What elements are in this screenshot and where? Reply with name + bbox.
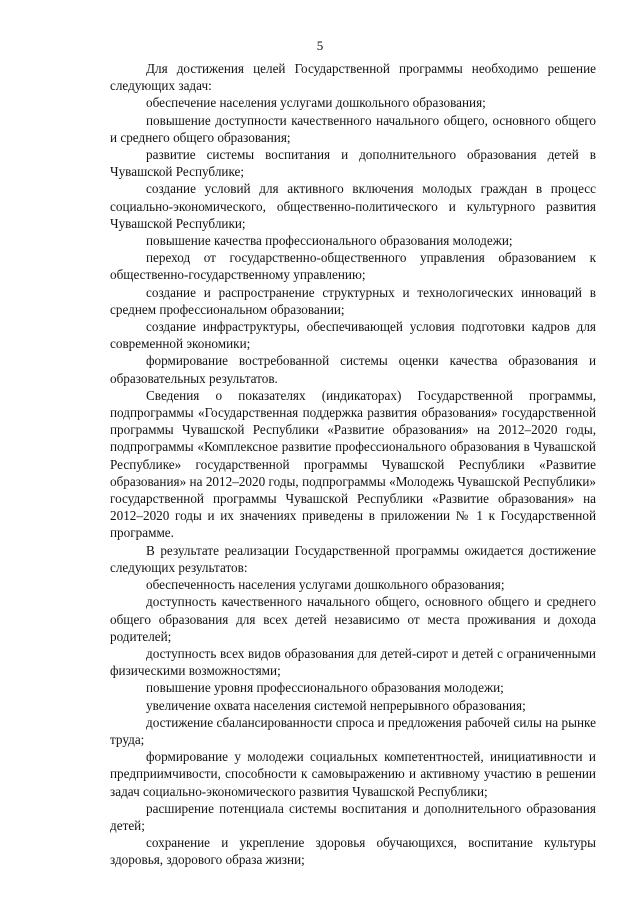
paragraph: расширение потенциала системы воспитания и дополнительного образования детей; bbox=[110, 800, 596, 833]
paragraph: доступность всех видов образования для детей-сирот и детей с ограниченными физическими возможностями; bbox=[110, 645, 596, 679]
paragraph: Сведения о показателях (индикаторах) Государственной программы, подпрограммы «Государственная поддержка развития образования» государственной программы Чувашской Республики «Развитие образования» на 2012–2020 годы, подпрограммы «Комплексное развитие профессионального образования в Чувашской Республике» государственной программы Чувашской Республики «Развитие образования» на 2012–2020 годы, подпрограммы «Молодежь Чувашской Республики» государственной программы Чувашской Республики «Развитие образования» на 2012–2020 годы и их значениях приведены в приложении № 1 к Государственной программе. bbox=[110, 387, 596, 541]
paragraph: Для достижения целей Государственной программы необходимо решение следующих задач: bbox=[110, 61, 596, 94]
paragraph: достижение сбалансированности спроса и предложения рабочей силы на рынке труда; bbox=[110, 714, 596, 747]
paragraph: увеличение охвата населения системой непрерывного образования; bbox=[146, 697, 526, 713]
paragraph: создание инфраструктуры, обеспечивающей условия подготовки кадров для современной экономики; bbox=[110, 319, 596, 352]
paragraph: формирование у молодежи социальных компетентностей, инициативности и предприимчивости, способности к самовыражению и активному участию в решении задач социально-экономического развития Чувашской Республики; bbox=[110, 749, 596, 799]
paragraph: создание и распространение структурных и технологических инноваций в среднем профессиональном образовании; bbox=[110, 284, 596, 317]
paragraph: сохранение и укрепление здоровья обучающихся, воспитание культуры здоровья, здорового образа жизни; bbox=[110, 835, 596, 868]
document-body bbox=[110, 60, 596, 869]
paragraph: обеспечение населения услугами дошкольного образования; bbox=[146, 95, 486, 111]
paragraph: переход от государственно-общественного управления образованием к общественно-государственному управлению; bbox=[110, 250, 596, 283]
paragraph: развитие системы воспитания и дополнительного образования детей в Чувашской Республике; bbox=[110, 147, 596, 180]
paragraph: повышение доступности качественного начального общего, основного общего и среднего общего образования; bbox=[110, 112, 596, 145]
paragraph: обеспеченность населения услугами дошкольного образования; bbox=[146, 577, 505, 593]
paragraph: формирование востребованной системы оценки качества образования и образовательных результатов. bbox=[110, 353, 596, 386]
page-number: 5 bbox=[316, 38, 324, 53]
paragraph: доступность качественного начального общего, основного общего и среднего общего образования для всех детей независимо от места проживания и дохода родителей; bbox=[110, 594, 596, 644]
paragraph: повышение уровня профессионального образования молодежи; bbox=[146, 680, 504, 696]
paragraph: повышение качества профессионального образования молодежи; bbox=[146, 233, 513, 249]
paragraph: создание условий для активного включения молодых граждан в процесс социально-экономического, общественно-политического и культурного развития Чувашской Республики; bbox=[110, 181, 596, 231]
paragraph: В результате реализации Государственной программы ожидается достижение следующих результатов: bbox=[110, 542, 596, 575]
